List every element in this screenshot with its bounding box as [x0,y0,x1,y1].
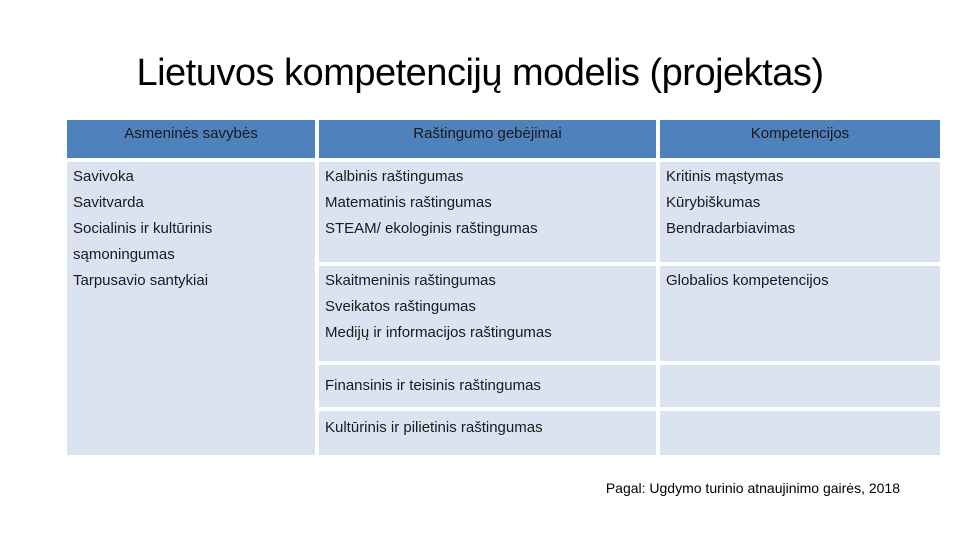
literacy-item: Kultūrinis ir pilietinis raštingumas [325,419,543,436]
competency-block-4 [660,411,940,455]
competency-item: Kritinis mąstymas [666,168,784,185]
source-caption: Pagal: Ugdymo turinio atnaujinimo gairės, 2018 [605,480,900,496]
competency-item: Globalios kompetencijos [666,272,829,289]
literacy-block-1 [319,162,656,262]
literacy-item: Sveikatos raštingumas [325,298,476,315]
literacy-item: Matematinis raštingumas [325,194,492,211]
competency-item: Bendradarbiavimas [666,220,796,237]
literacy-block-2 [319,266,656,361]
trait-item: sąmoningumas [73,246,175,263]
trait-item: Savitvarda [73,194,144,211]
trait-item: Tarpusavio santykiai [73,272,209,289]
literacy-block-4 [319,411,656,455]
literacy-item: Kalbinis raštingumas [325,168,464,185]
header-personal-traits: Asmeninės savybės [67,120,315,158]
literacy-item: STEAM/ ekologinis raštingumas [325,220,538,237]
competency-block-1 [660,162,940,262]
literacy-item: Skaitmeninis raštingumas [325,272,496,289]
literacy-block-3 [319,365,656,407]
competency-item: Kūrybiškumas [666,194,761,211]
competency-block-3 [660,365,940,407]
personal-traits-cell [67,162,315,455]
competency-block-2 [660,266,940,361]
trait-item: Savivoka [73,168,134,185]
slide-title: Lietuvos kompetencijų modelis (projektas) [136,52,824,94]
competency-table [67,120,940,455]
literacy-item: Medijų ir informacijos raštingumas [325,324,552,341]
header-competencies: Kompetencijos [660,120,940,158]
literacy-item: Finansinis ir teisinis raštingumas [325,377,541,394]
trait-item: Socialinis ir kultūrinis [73,220,213,237]
header-literacy-skills: Raštingumo gebėjimai [319,120,656,158]
